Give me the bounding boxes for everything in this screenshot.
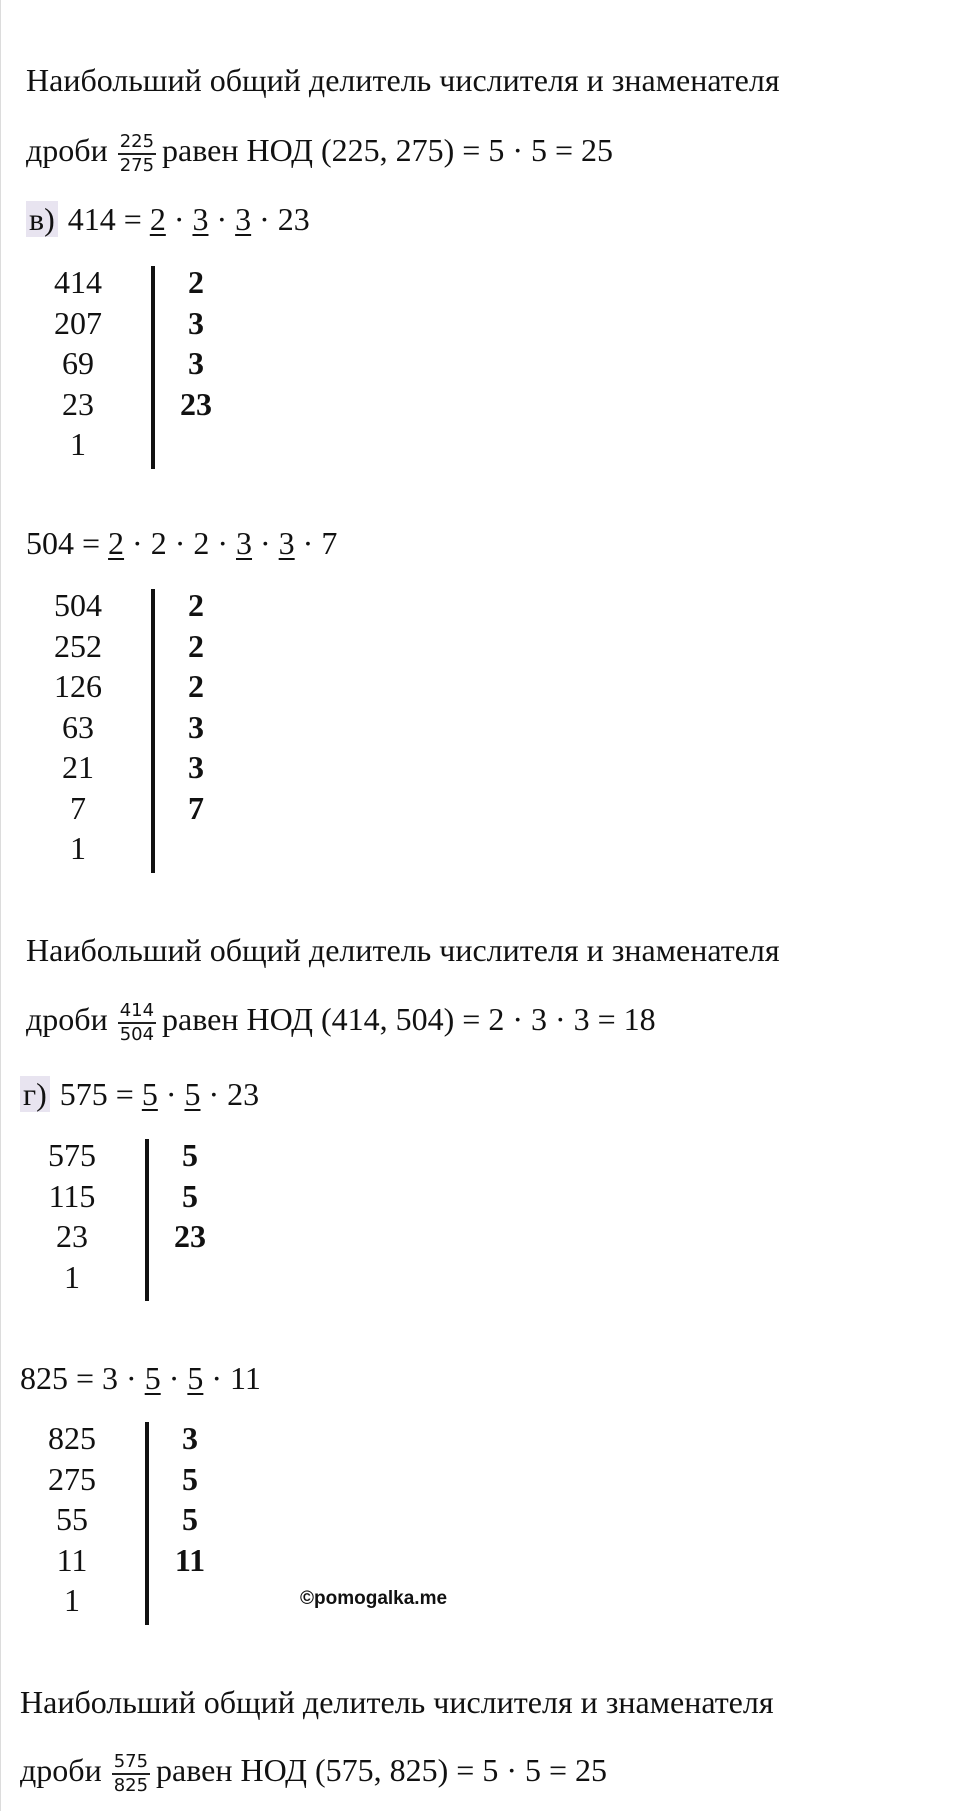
fraction-denominator: 504	[119, 1023, 155, 1045]
quotient-value: 207	[54, 304, 102, 341]
quotient-value: 55	[56, 1501, 88, 1537]
fraction	[118, 1001, 156, 1045]
division-bar	[145, 1422, 149, 1625]
factorization-lhs: 504 =	[26, 525, 101, 561]
factorization-lhs: 575 =	[59, 1076, 134, 1112]
factor-825: 825 = 3 · 5 · 5 · 11	[20, 1360, 261, 1396]
divisor-value: 3	[188, 304, 204, 341]
divisor-value: 5	[182, 1177, 198, 1214]
factorization-lhs: 825 =	[20, 1360, 95, 1396]
common-factor: 2	[149, 201, 166, 237]
common-factor: 5	[141, 1076, 158, 1112]
divisor-column	[164, 585, 228, 828]
fraction-result: равен НОД (225, 275) = 5 · 5 = 25	[162, 132, 614, 168]
divisor-column	[158, 1135, 222, 1257]
divisor-value: 3	[188, 708, 204, 745]
quotient-value: 1	[64, 1258, 80, 1295]
divisor-value: 23	[174, 1218, 206, 1254]
quotient-value: 825	[48, 1420, 96, 1456]
quotient-value: 11	[56, 1541, 88, 1578]
factor: 23	[227, 1076, 260, 1112]
nod-b-line2	[26, 130, 613, 176]
quotient-value: 252	[54, 627, 102, 664]
watermark: ©pomogalka.me	[300, 1588, 448, 1609]
factor-504: 504 = 2 · 2 · 2 · 3 · 3 · 7	[26, 525, 338, 561]
nod-v-line1: Наибольший общий делитель числителя и знаменателя	[26, 932, 780, 968]
divisor-column	[164, 262, 228, 424]
common-factor: 3	[235, 201, 252, 237]
fraction-numerator: 575	[112, 1752, 150, 1775]
fraction-prefix: дроби	[26, 1001, 108, 1037]
quotient-value: 126	[54, 668, 102, 704]
factor: 2	[193, 525, 210, 561]
factor-414: в) 414 = 2 · 3 · 3 · 23	[26, 199, 310, 239]
divisor-value: 2	[188, 587, 204, 623]
table-575	[30, 1135, 230, 1305]
table-504	[36, 585, 236, 877]
quotient-value: 1	[70, 426, 86, 462]
quotient-value: 7	[70, 789, 86, 826]
fraction-numerator: 225	[118, 132, 156, 155]
quotient-value: 23	[62, 385, 94, 422]
factor: 23	[277, 201, 310, 237]
item-label: в)	[26, 201, 58, 237]
divisor-value: 5	[182, 1137, 198, 1173]
quotient-value: 115	[48, 1177, 96, 1214]
divisor-value: 2	[188, 668, 204, 704]
division-bar	[151, 266, 155, 469]
nod-v-line2	[26, 999, 656, 1045]
divisor-value: 3	[188, 749, 204, 785]
quotient-value: 504	[54, 587, 102, 623]
nod-b-line1: Наибольший общий делитель числителя и знаменателя	[26, 62, 780, 98]
divisor-value: 11	[174, 1541, 206, 1578]
common-factor: 5	[184, 1076, 201, 1112]
fraction-prefix: дроби	[20, 1752, 102, 1788]
fraction-denominator: 825	[113, 1774, 149, 1796]
division-bar	[151, 589, 155, 873]
quotient-column	[36, 585, 120, 869]
item-label: г)	[20, 1076, 50, 1112]
nod-g-line2	[20, 1750, 607, 1796]
quotient-column	[30, 1418, 114, 1621]
quotient-value: 275	[48, 1460, 96, 1497]
quotient-value: 414	[54, 264, 102, 300]
division-bar	[145, 1139, 149, 1301]
fraction-result: равен НОД (575, 825) = 5 · 5 = 25	[156, 1752, 608, 1788]
fraction	[112, 1752, 150, 1796]
fraction	[118, 132, 156, 176]
divisor-value: 3	[182, 1420, 198, 1456]
divisor-value: 5	[182, 1460, 198, 1497]
table-414	[36, 262, 236, 473]
table-825	[30, 1418, 230, 1629]
divisor-value: 3	[188, 345, 204, 381]
quotient-value: 21	[62, 749, 94, 785]
divisor-value: 23	[180, 385, 212, 422]
common-factor: 3	[236, 525, 253, 561]
quotient-value: 69	[62, 345, 94, 381]
common-factor: 3	[278, 525, 295, 561]
common-factor: 5	[187, 1360, 204, 1396]
factor: 11	[230, 1360, 261, 1396]
quotient-value: 23	[56, 1218, 88, 1254]
common-factor: 5	[144, 1360, 161, 1396]
factor: 3	[102, 1360, 119, 1396]
common-factor: 2	[108, 525, 125, 561]
quotient-value: 63	[62, 708, 94, 745]
divisor-value: 7	[188, 789, 204, 826]
quotient-column	[36, 262, 120, 465]
quotient-value: 575	[48, 1137, 96, 1173]
divisor-value: 5	[182, 1501, 198, 1537]
factor-575: г) 575 = 5 · 5 · 23	[20, 1074, 259, 1114]
quotient-value: 1	[64, 1582, 80, 1618]
divisor-value: 2	[188, 627, 204, 664]
divisor-value: 2	[188, 264, 204, 300]
page-left-border	[0, 0, 1, 1811]
nod-g-line1: Наибольший общий делитель числителя и знаменателя	[20, 1684, 774, 1720]
factorization-lhs: 414 =	[67, 201, 142, 237]
fraction-prefix: дроби	[26, 132, 108, 168]
quotient-value: 1	[70, 830, 86, 866]
quotient-column	[30, 1135, 114, 1297]
divisor-column	[158, 1418, 222, 1580]
factor: 7	[321, 525, 338, 561]
factor: 2	[150, 525, 167, 561]
fraction-result: равен НОД (414, 504) = 2 · 3 · 3 = 18	[162, 1001, 656, 1037]
common-factor: 3	[192, 201, 209, 237]
fraction-numerator: 414	[118, 1001, 156, 1024]
fraction-denominator: 275	[119, 154, 155, 176]
